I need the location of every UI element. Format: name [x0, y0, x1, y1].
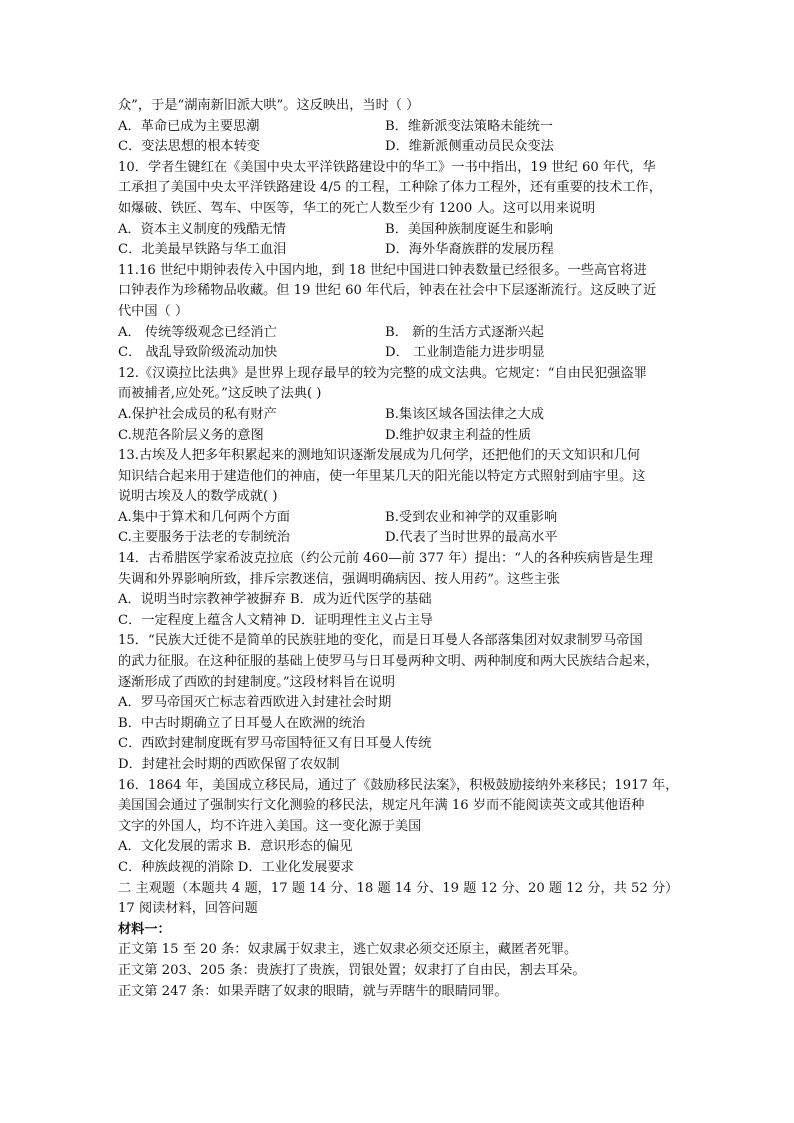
q11-option-a: A． 传统等级观念已经消亡: [118, 324, 277, 340]
q9-option-c: C．变法思想的根本转变: [118, 139, 260, 155]
q13-option-b: B.受到农业和神学的双重影响: [385, 509, 558, 525]
q16-options-cd: C．种族歧视的消除 D．工业化发展要求: [118, 859, 354, 875]
q12-option-c: C.规范各阶层义务的意图: [118, 427, 264, 443]
q13-option-a: A.集中于算术和几何两个方面: [118, 509, 290, 525]
q16-options-ab: A．文化发展的需求 B．意识形态的偏见: [118, 839, 353, 855]
q16-stem-line: 文字的外国人，均不许进入美国。这一变化源于美国: [118, 818, 422, 834]
exam-page: [118, 96, 678, 1002]
q15-stem-line: 逐渐形成了西欧的封建制度。”这段材料旨在说明: [118, 674, 396, 690]
q15-option-b: B．中古时期确立了日耳曼人在欧洲的统治: [118, 715, 366, 731]
q10-stem-line: 如爆破、铁匠、驾车、中医等，华工的死亡人数至少有 1200 人。这可以用来说明: [118, 200, 596, 216]
q15-option-a: A．罗马帝国灭亡标志着西欧进入封建社会时期: [118, 695, 392, 711]
q12-option-a: A.保护社会成员的私有财产: [118, 406, 277, 422]
material-item: 正文第 15 至 20 条：奴隶属于奴隶主，逃亡奴隶必须交还原主，藏匿者死罪。: [118, 942, 578, 958]
q10-option-b: B．美国种族制度诞生和影响: [385, 221, 553, 237]
q13-stem-line: 13.古埃及人把多年积累起来的测地知识逐渐发展成为几何学，还把他们的天文知识和几何: [118, 448, 641, 464]
q16-stem-line: 美国国会通过了强制实行文化测验的移民法，规定凡年满 16 岁而不能阅读英文或其他语种: [118, 798, 645, 814]
q11-option-c: C． 战乱导致阶级流动加快: [118, 345, 278, 361]
material-item: 正文第 247 条：如果弄瞎了奴隶的眼睛，就与弄瞎牛的眼睛同罪。: [118, 983, 508, 999]
q10-option-d: D．海外华裔族群的发展历程: [385, 242, 554, 258]
q11-option-d: D． 工业制造能力进步明显: [385, 345, 545, 361]
q12-options-ab: [118, 405, 678, 426]
q9-stem-tail: 众”，于是“湖南新旧派大哄”。这反映出，当时（ ）: [118, 98, 420, 113]
q14-stem-line: 失调和外界影响所致，排斥宗教迷信，强调明确病因、按人用药”。这些主张: [118, 571, 560, 587]
q12-option-d: D.维护奴隶主利益的性质: [385, 427, 532, 443]
q9-option-d: D．维新派侧重动员民众变法: [385, 139, 554, 155]
q15-option-d: D．封建社会时期的西欧保留了农奴制: [118, 757, 340, 772]
q11-options-cd: [118, 343, 678, 364]
q13-options-ab: [118, 508, 678, 529]
q9-option-b: B．维新派变法策略未能统一: [385, 118, 553, 134]
q13-option-c: C.主要服务于法老的专制统治: [118, 530, 291, 546]
q10-stem-line: 10．学者生键红在《美国中央太平洋铁路建设中的华工》一书中指出，19 世纪 60 年代，华: [118, 159, 656, 175]
material-item: 正文第 203、205 条：贵族打了贵族，罚银处置；奴隶打了自由民，割去耳朵。: [118, 962, 586, 978]
q15-stem-line: 15．“民族大迁徙不是简单的民族驻地的变化，而是日耳曼人各部落集团对奴隶制罗马帝国: [118, 633, 643, 649]
q10-stem-line: 工承担了美国中央太平洋铁路建设 4/5 的工程，工种除了体力工程外，还有重要的技术工作，: [118, 180, 662, 196]
q14-stem-line: 14．古希腊医学家希波克拉底（约公元前 460—前 377 年）提出：“人的各种疾病皆是生理: [118, 551, 653, 567]
q10-option-a: A．资本主义制度的残酷无情: [118, 221, 286, 237]
q14-options-cd: C．一定程度上蕴含人文精神 D．证明理性主义占主导: [118, 612, 433, 628]
q13-option-d: D.代表了当时世界的最高水平: [385, 530, 558, 546]
q9-options-cd: [118, 137, 678, 158]
q12-stem-line: 12.《汉谟拉比法典》是世界上现存最早的较为完整的成文法典。它规定：“自由民犯强盗罪: [118, 365, 647, 381]
q9-option-a: A．革命已成为主要思潮: [118, 118, 260, 134]
q11-stem-line: 代中国（ ）: [118, 303, 189, 319]
q11-stem-line: 口钟表作为珍稀物品收藏。但 19 世纪 60 年代后，钟表在社会中下层逐渐流行。这反映了近: [118, 283, 657, 299]
q9-options-ab: [118, 117, 678, 138]
q12-option-b: B.集该区域各国法律之大成: [385, 406, 544, 422]
q11-options-ab: [118, 323, 678, 344]
q10-options-cd: [118, 240, 678, 261]
q13-stem-line: 知识结合起来用于建造他们的神庙，使一年里某几天的阳光能以特定方式照射到庙宇里。这: [118, 468, 646, 484]
q14-options-ab: A．说明当时宗教神学被摒弃 B．成为近代医学的基础: [118, 592, 432, 608]
q17-stem: 17 阅读材料，回答问题: [118, 901, 258, 917]
section2-heading: 二 主观题（本题共 4 题，17 题 14 分、18 题 14 分、19 题 12 分、20 题 12 分，共 52 分）: [118, 880, 679, 896]
q11-stem-line: 11.16 世纪中期钟表传入中国内地，到 18 世纪中国进口钟表数量已经很多。一些高官将进: [118, 262, 647, 278]
q16-stem-line: 16．1864 年，美国成立移民局，通过了《鼓励移民法案》，积极鼓励接纳外来移民；1917 年，: [118, 777, 679, 793]
q15-stem-line: 的武力征服。在这种征服的基础上使罗马与日耳曼两种文明、两种制度和两大民族结合起来，: [118, 654, 659, 670]
q12-options-cd: [118, 426, 678, 447]
q11-option-b: B． 新的生活方式逐渐兴起: [385, 324, 544, 340]
q15-option-c: C．西欧封建制度既有罗马帝国特征又有日耳曼人传统: [118, 736, 432, 752]
q10-option-c: C．北美最早铁路与华工血泪: [118, 242, 287, 258]
q13-options-cd: [118, 528, 678, 549]
q12-stem-line: 而被捕者,应处死。”这反映了法典( ): [118, 386, 322, 402]
q10-options-ab: [118, 220, 678, 241]
material-title: 材料一：: [118, 921, 171, 937]
q13-stem-line: 说明古埃及人的数学成就( ): [118, 489, 278, 505]
